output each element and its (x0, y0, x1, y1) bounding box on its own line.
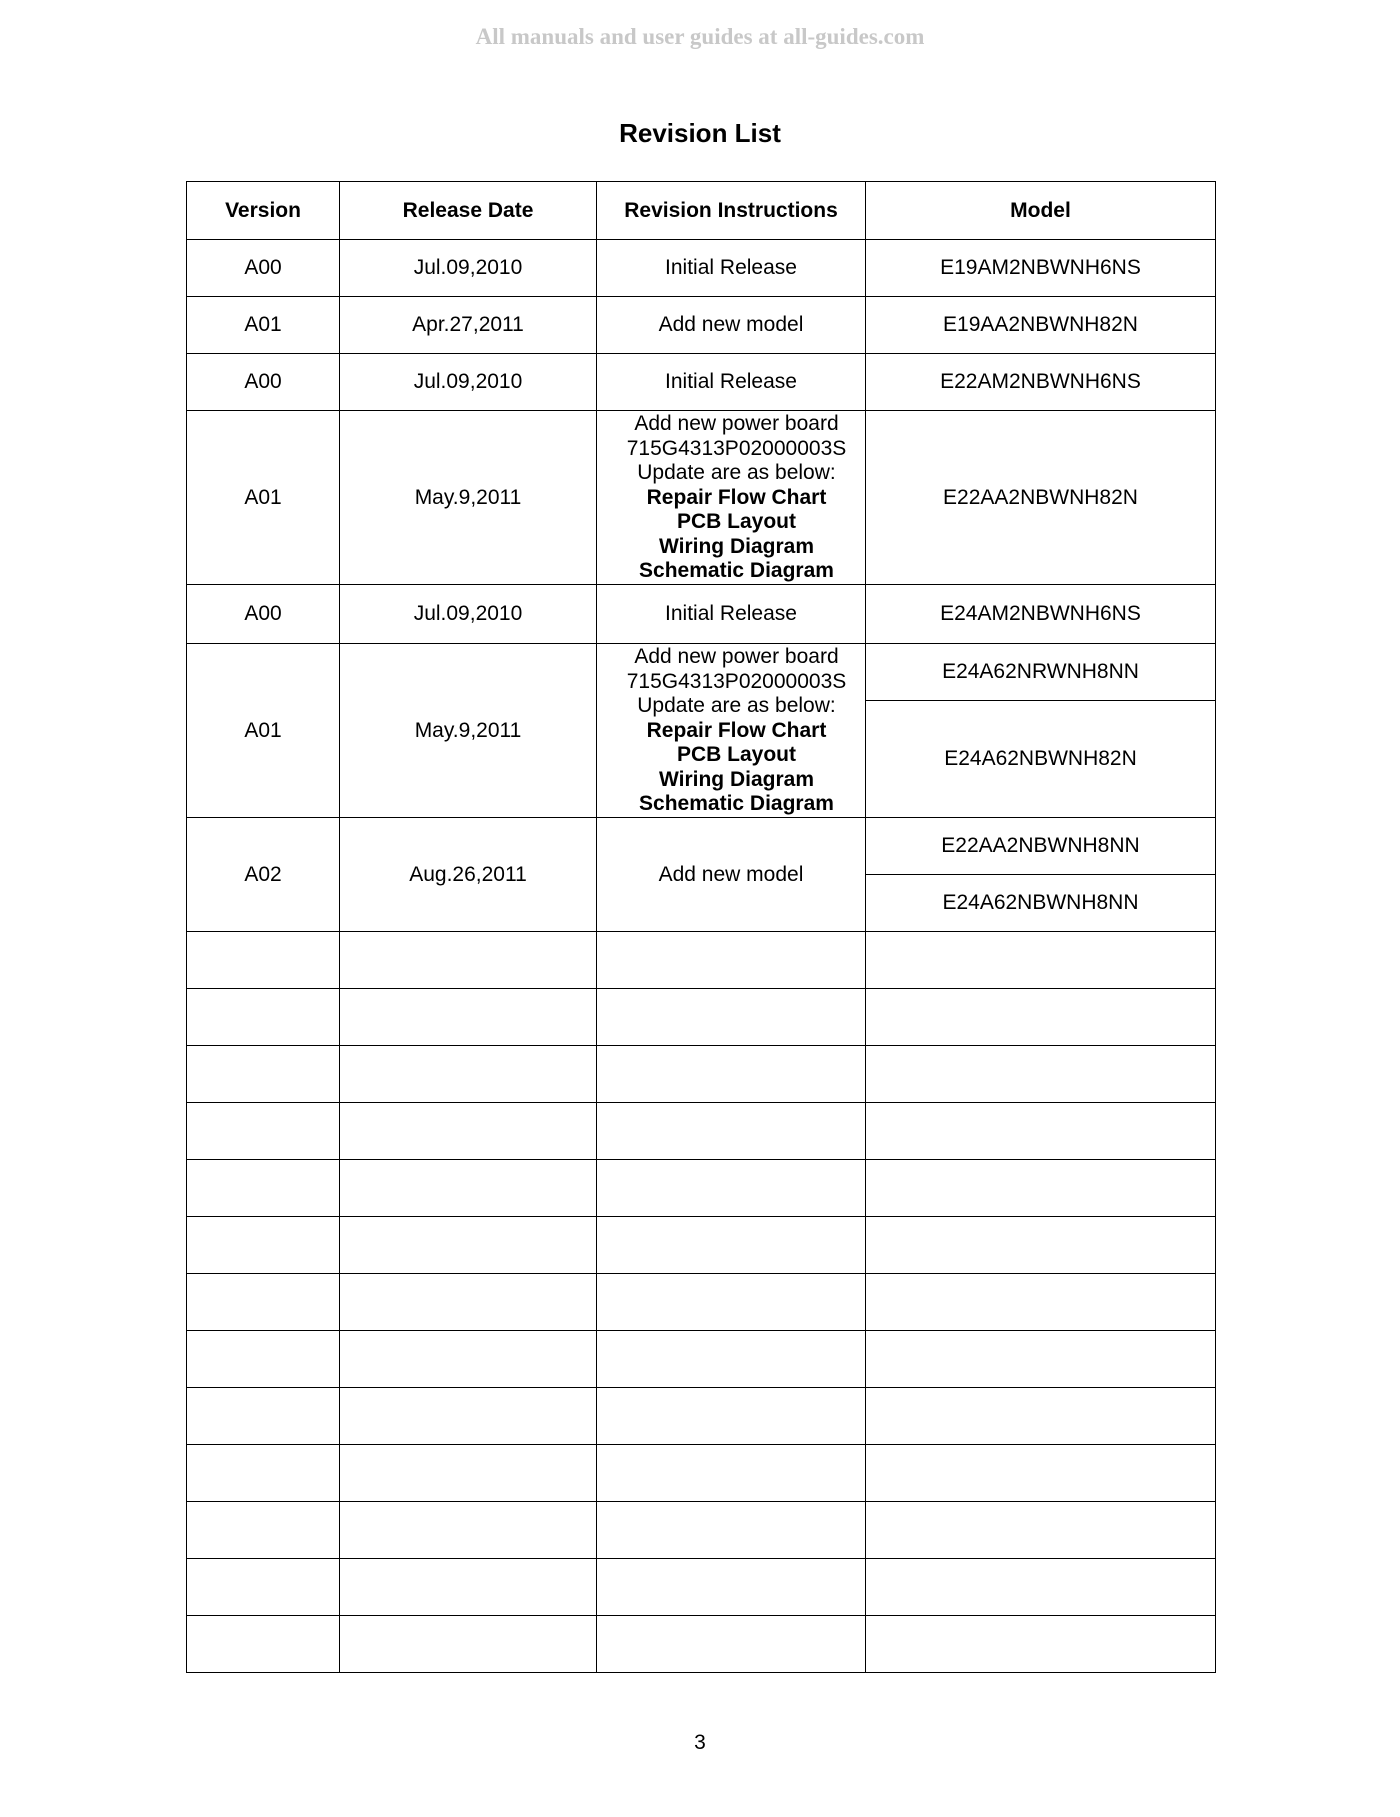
page-number: 3 (694, 1731, 706, 1754)
empty-cell (340, 1445, 597, 1502)
empty-cell (597, 1103, 866, 1160)
empty-cell (597, 1559, 866, 1616)
empty-cell (866, 1103, 1216, 1160)
empty-cell (187, 1274, 340, 1331)
empty-cell (340, 1217, 597, 1274)
watermark: All manuals and user guides at all-guides.com (475, 24, 925, 49)
empty-cell (187, 1217, 340, 1274)
model-cell: E24A62NRWNH8NN (866, 644, 1216, 701)
model-cell: E24AM2NBWNH6NS (866, 585, 1216, 644)
empty-cell (866, 1616, 1216, 1673)
instruction-line: Add new power board (634, 645, 839, 669)
empty-cell (187, 1046, 340, 1103)
table-header-row (187, 182, 1216, 240)
empty-row (187, 1160, 1216, 1217)
empty-cell (866, 1559, 1216, 1616)
model-cell: E22AM2NBWNH6NS (866, 354, 1216, 411)
empty-cell (187, 1388, 340, 1445)
date-cell: May.9,2011 (340, 644, 597, 818)
header-release-date: Release Date (340, 182, 597, 240)
empty-cell (597, 1445, 866, 1502)
empty-cell (597, 1331, 866, 1388)
table-row (187, 585, 1216, 644)
empty-cell (866, 1217, 1216, 1274)
empty-cell (597, 1046, 866, 1103)
model-cell: E19AA2NBWNH82N (866, 297, 1216, 354)
empty-row (187, 1445, 1216, 1502)
table-row (187, 411, 1216, 585)
empty-cell (597, 1616, 866, 1673)
instructions-cell (597, 411, 866, 585)
instructions-cell: Initial Release (597, 354, 866, 411)
empty-cell (866, 989, 1216, 1046)
date-cell: Jul.09,2010 (340, 240, 597, 297)
instructions-cell: Initial Release (597, 585, 866, 644)
model-cell: E24A62NBWNH8NN (866, 875, 1216, 932)
empty-cell (597, 932, 866, 989)
model-cell: E19AM2NBWNH6NS (866, 240, 1216, 297)
empty-cell (340, 1046, 597, 1103)
empty-cell (187, 932, 340, 989)
instructions-cell (597, 644, 866, 818)
empty-row (187, 932, 1216, 989)
instructions-cell: Initial Release (597, 240, 866, 297)
date-cell: May.9,2011 (340, 411, 597, 585)
empty-rows-group (187, 932, 1216, 1673)
instructions-cell: Add new model (597, 818, 866, 932)
header-revision-instructions: Revision Instructions (597, 182, 866, 240)
empty-cell (866, 1046, 1216, 1103)
empty-cell (340, 1502, 597, 1559)
empty-cell (187, 1160, 340, 1217)
instruction-item-bold: PCB Layout (676, 510, 796, 534)
instruction-line: 715G4313P02000003S (626, 669, 847, 693)
empty-cell (187, 1616, 340, 1673)
empty-cell (597, 1160, 866, 1217)
empty-row (187, 1103, 1216, 1160)
version-cell: A01 (187, 411, 340, 585)
empty-cell (866, 1274, 1216, 1331)
empty-cell (187, 1331, 340, 1388)
empty-cell (866, 1160, 1216, 1217)
instructions-cell: Add new model (597, 297, 866, 354)
header-model: Model (866, 182, 1216, 240)
empty-row (187, 1388, 1216, 1445)
empty-cell (597, 989, 866, 1046)
empty-row (187, 1274, 1216, 1331)
empty-row (187, 1502, 1216, 1559)
page-title: Revision List (619, 118, 781, 148)
empty-cell (187, 1502, 340, 1559)
instruction-item-bold: PCB Layout (676, 743, 796, 767)
date-cell: Apr.27,2011 (340, 297, 597, 354)
table-row (187, 297, 1216, 354)
version-cell: A01 (187, 644, 340, 818)
empty-row (187, 989, 1216, 1046)
empty-cell (866, 1388, 1216, 1445)
instruction-item-bold: Repair Flow Chart (646, 485, 827, 509)
empty-cell (340, 1274, 597, 1331)
version-cell: A00 (187, 354, 340, 411)
empty-cell (187, 1559, 340, 1616)
model-cell: E22AA2NBWNH82N (866, 411, 1216, 585)
instruction-item-bold: Repair Flow Chart (646, 718, 827, 742)
version-cell: A02 (187, 818, 340, 932)
instruction-item-bold: Wiring Diagram (659, 534, 814, 558)
instruction-item-bold: Schematic Diagram (639, 792, 834, 816)
table-row (187, 240, 1216, 297)
empty-row (187, 1046, 1216, 1103)
empty-cell (340, 989, 597, 1046)
empty-row (187, 1616, 1216, 1673)
table-row (187, 644, 1216, 701)
empty-cell (597, 1502, 866, 1559)
empty-cell (866, 1445, 1216, 1502)
empty-cell (866, 932, 1216, 989)
empty-cell (340, 1160, 597, 1217)
version-cell: A00 (187, 240, 340, 297)
model-cell: E22AA2NBWNH8NN (866, 818, 1216, 875)
table-row (187, 354, 1216, 411)
empty-row (187, 1217, 1216, 1274)
empty-cell (866, 1331, 1216, 1388)
empty-cell (597, 1388, 866, 1445)
empty-cell (340, 1559, 597, 1616)
instruction-line: Update are as below: (637, 694, 836, 718)
empty-cell (340, 1331, 597, 1388)
instruction-line: 715G4313P02000003S (626, 436, 847, 460)
table-row (187, 818, 1216, 875)
header-version: Version (187, 182, 340, 240)
empty-cell (340, 1616, 597, 1673)
revision-table (186, 181, 1216, 1673)
empty-cell (187, 1445, 340, 1502)
empty-cell (340, 1388, 597, 1445)
empty-row (187, 1331, 1216, 1388)
empty-cell (340, 1103, 597, 1160)
empty-row (187, 1559, 1216, 1616)
instruction-line: Update are as below: (637, 461, 836, 485)
date-cell: Aug.26,2011 (340, 818, 597, 932)
empty-cell (187, 989, 340, 1046)
instruction-line: Add new power board (634, 412, 839, 436)
instruction-item-bold: Schematic Diagram (639, 559, 834, 583)
empty-cell (866, 1502, 1216, 1559)
date-cell: Jul.09,2010 (340, 354, 597, 411)
empty-cell (597, 1274, 866, 1331)
version-cell: A00 (187, 585, 340, 644)
empty-cell (187, 1103, 340, 1160)
model-cell: E24A62NBWNH82N (866, 701, 1216, 818)
empty-cell (597, 1217, 866, 1274)
version-cell: A01 (187, 297, 340, 354)
date-cell: Jul.09,2010 (340, 585, 597, 644)
instruction-item-bold: Wiring Diagram (659, 767, 814, 791)
empty-cell (340, 932, 597, 989)
